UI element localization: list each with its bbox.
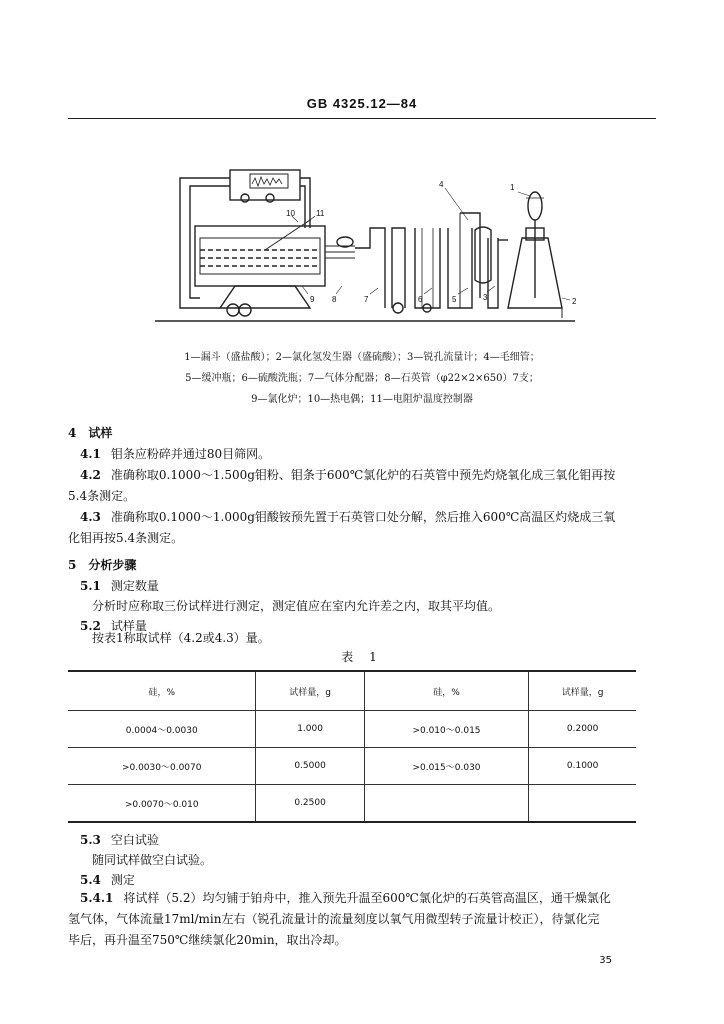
clause-title: 试样量 <box>110 619 147 633</box>
table-cell: >0.0030～0.0070 <box>68 748 256 785</box>
caption-line: 1—漏斗（盛盐酸）；2—氯化氢发生器（盛硫酸）；3—锐孔流量计；4—毛细管； <box>184 352 540 363</box>
page-number: 35 <box>599 955 612 966</box>
clause-number: 5.2 <box>80 619 101 633</box>
paragraph-4-3 <box>80 507 670 528</box>
section-4-title: 4 试样 <box>68 426 113 440</box>
chlorination-furnace <box>195 226 325 286</box>
paragraph-5-2: 按表1称取试样（4.2或4.3）量。 <box>92 631 270 645</box>
callout-8: 8 <box>332 295 337 304</box>
paragraph-5-4-1 <box>80 888 670 909</box>
clause-text: 钼条应粉碎并通过80目筛网。 <box>110 447 271 461</box>
table-header-cell: 试样量，g <box>256 671 364 711</box>
table-cell: >0.010～0.015 <box>364 711 529 748</box>
table-header-row <box>68 671 636 711</box>
caption-line: 5—缓冲瓶；6—硫酸洗瓶；7—气体分配器；8—石英管（φ22×2×650）7支； <box>185 373 539 384</box>
callout-3: 3 <box>483 293 488 302</box>
clause-number: 4.2 <box>80 468 101 482</box>
paragraph-4-1 <box>80 444 656 465</box>
callout-5: 5 <box>452 295 457 304</box>
paragraph-5-4-1-line3: 毕后，再升温至750℃继续氯化20min，取出冷却。 <box>68 933 347 947</box>
callout-2: 2 <box>572 297 577 306</box>
clause-number: 5.4.1 <box>80 891 114 905</box>
table-row <box>68 711 636 748</box>
clause-number: 4.3 <box>80 510 101 524</box>
table-title: 表 1 <box>341 650 383 664</box>
table-cell <box>529 785 636 823</box>
table-row <box>68 748 636 785</box>
apparatus-diagram <box>150 158 580 338</box>
clause-title: 测定数量 <box>110 579 159 593</box>
callout-9: 9 <box>310 295 315 304</box>
clause-number: 5.3 <box>80 833 101 847</box>
table-cell: >0.0070～0.010 <box>68 785 256 823</box>
figure-caption <box>60 347 664 410</box>
clause-title: 测定 <box>110 873 135 887</box>
table-cell: 0.0004～0.0030 <box>68 711 256 748</box>
callout-10: 10 <box>286 209 295 218</box>
paragraph-5-4-1-line2: 氢气体，气体流量17ml/min左右（锐孔流量计的流量刻度以氧气用微型转子流量计校正），待氯化完 <box>68 912 600 926</box>
table-cell <box>364 785 529 823</box>
paragraph-5-1: 分析时应称取三份试样进行测定，测定值应在室内允许差之内，取其平均值。 <box>92 599 501 613</box>
table-header-cell: 硅，% <box>68 671 256 711</box>
heading-5-1 <box>80 576 656 597</box>
paragraph-4-2 <box>80 465 670 486</box>
caption-line: 9—氯化炉；10—热电偶；11—电阻炉温度控制器 <box>251 394 473 405</box>
header-rule <box>68 118 656 119</box>
table-cell: 0.2000 <box>529 711 636 748</box>
table-cell: 0.2500 <box>256 785 364 823</box>
table-cell: >0.015～0.030 <box>364 748 529 785</box>
table-header-cell: 试样量，g <box>529 671 636 711</box>
paragraph-4-2-cont: 5.4条测定。 <box>68 489 136 503</box>
callout-1: 1 <box>510 183 515 192</box>
clause-number: 5.1 <box>80 579 101 593</box>
callout-6: 6 <box>418 295 423 304</box>
table-cell: 0.1000 <box>529 748 636 785</box>
clause-title: 空白试验 <box>110 833 159 847</box>
section-5-title: 5 分析步骤 <box>68 558 137 572</box>
sample-quantity-table <box>68 670 636 823</box>
heading-5-3 <box>80 830 656 851</box>
clause-text: 准确称取0.1000～1.500g钼粉、钼条于600℃氯化炉的石英管中预先灼烧氧化成三氧化钼再按 <box>110 468 616 482</box>
clause-text: 将试样（5.2）均匀铺于铂舟中，推入预先升温至600℃氯化炉的石英管高温区，通干燥氯化 <box>123 891 611 905</box>
clause-number: 4.1 <box>80 447 101 461</box>
table-cell: 0.5000 <box>256 748 364 785</box>
paragraph-5-3: 随同试样做空白试验。 <box>92 853 213 867</box>
paragraph-4-3-cont: 化钼再按5.4条测定。 <box>68 531 184 545</box>
callout-7: 7 <box>364 295 369 304</box>
table-header-cell: 硅，% <box>364 671 529 711</box>
hydrochloric-acid-funnel <box>528 192 542 220</box>
callout-11: 11 <box>316 209 325 218</box>
clause-number: 5.4 <box>80 873 101 887</box>
callout-4: 4 <box>439 180 444 189</box>
clause-text: 准确称取0.1000～1.000g钼酸铵预先置于石英管口处分解，然后推入600℃高温区灼烧成三氧 <box>110 510 616 524</box>
standard-header: GB 4325.12—84 <box>306 96 418 111</box>
table-cell: 1.000 <box>256 711 364 748</box>
table-row <box>68 785 636 823</box>
